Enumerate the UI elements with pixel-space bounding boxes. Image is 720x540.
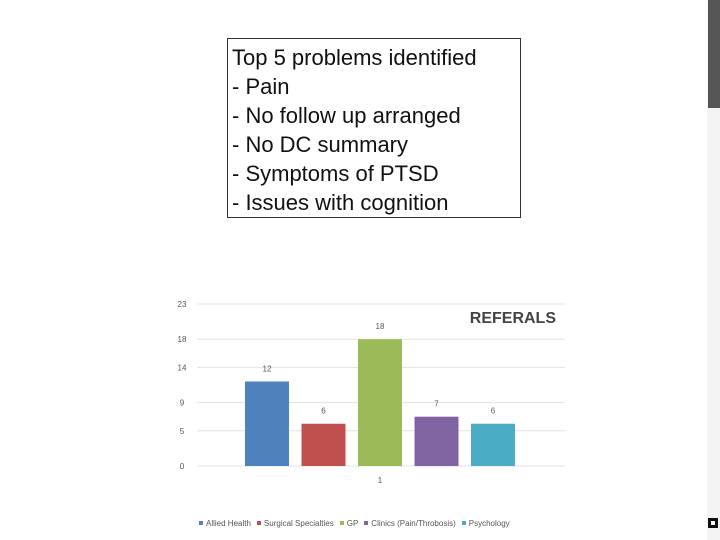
chart-legend bbox=[199, 517, 516, 529]
bar-allied-health bbox=[245, 381, 289, 466]
y-tick-label: 0 bbox=[179, 462, 185, 471]
bar-psychology bbox=[471, 424, 515, 466]
legend-label: Clinics (Pain/Throbosis) bbox=[371, 518, 456, 528]
chart-title: REFERALS bbox=[469, 310, 556, 327]
data-label: 18 bbox=[375, 322, 385, 332]
textbox-line: - Issues with cognition bbox=[232, 190, 449, 215]
legend-label: Allied Health bbox=[206, 518, 251, 528]
y-tick-label: 18 bbox=[177, 335, 187, 345]
y-tick-label: 14 bbox=[177, 363, 187, 373]
data-label: 7 bbox=[434, 399, 439, 409]
bar-clinics-pain-throbosis- bbox=[415, 417, 459, 466]
y-tick-label: 5 bbox=[179, 426, 185, 436]
textbox-line: - Symptoms of PTSD bbox=[232, 161, 439, 186]
data-label: 6 bbox=[490, 406, 496, 416]
data-label: 6 bbox=[321, 406, 326, 416]
legend-swatch bbox=[462, 521, 466, 525]
legend-label: Psychology bbox=[468, 518, 510, 528]
y-tick-label: 9 bbox=[179, 398, 185, 408]
legend-item bbox=[199, 519, 251, 528]
bar-gp bbox=[358, 339, 402, 466]
textbox-line: - No DC summary bbox=[232, 132, 409, 157]
textbox-line: Top 5 problems identified bbox=[232, 45, 477, 70]
x-tick-label: 1 bbox=[377, 476, 383, 485]
textbox-line: - Pain bbox=[232, 74, 290, 99]
legend-label: Surgical Specialties bbox=[263, 518, 334, 528]
legend-item bbox=[257, 519, 334, 528]
legend-item bbox=[462, 519, 510, 528]
legend-swatch bbox=[340, 521, 344, 525]
legend-label: GP bbox=[346, 518, 359, 528]
legend-swatch bbox=[199, 521, 203, 525]
legend-swatch bbox=[257, 521, 261, 525]
legend-item bbox=[364, 519, 455, 528]
legend-swatch bbox=[364, 521, 368, 525]
y-tick-label: 23 bbox=[177, 300, 187, 309]
corner-icon[interactable] bbox=[708, 518, 718, 528]
textbox-line: - No follow up arranged bbox=[232, 103, 461, 128]
scrollbar-thumb[interactable] bbox=[708, 0, 720, 108]
data-label: 12 bbox=[262, 364, 272, 374]
bar-surgical-specialties bbox=[302, 424, 346, 466]
legend-item bbox=[340, 519, 359, 528]
